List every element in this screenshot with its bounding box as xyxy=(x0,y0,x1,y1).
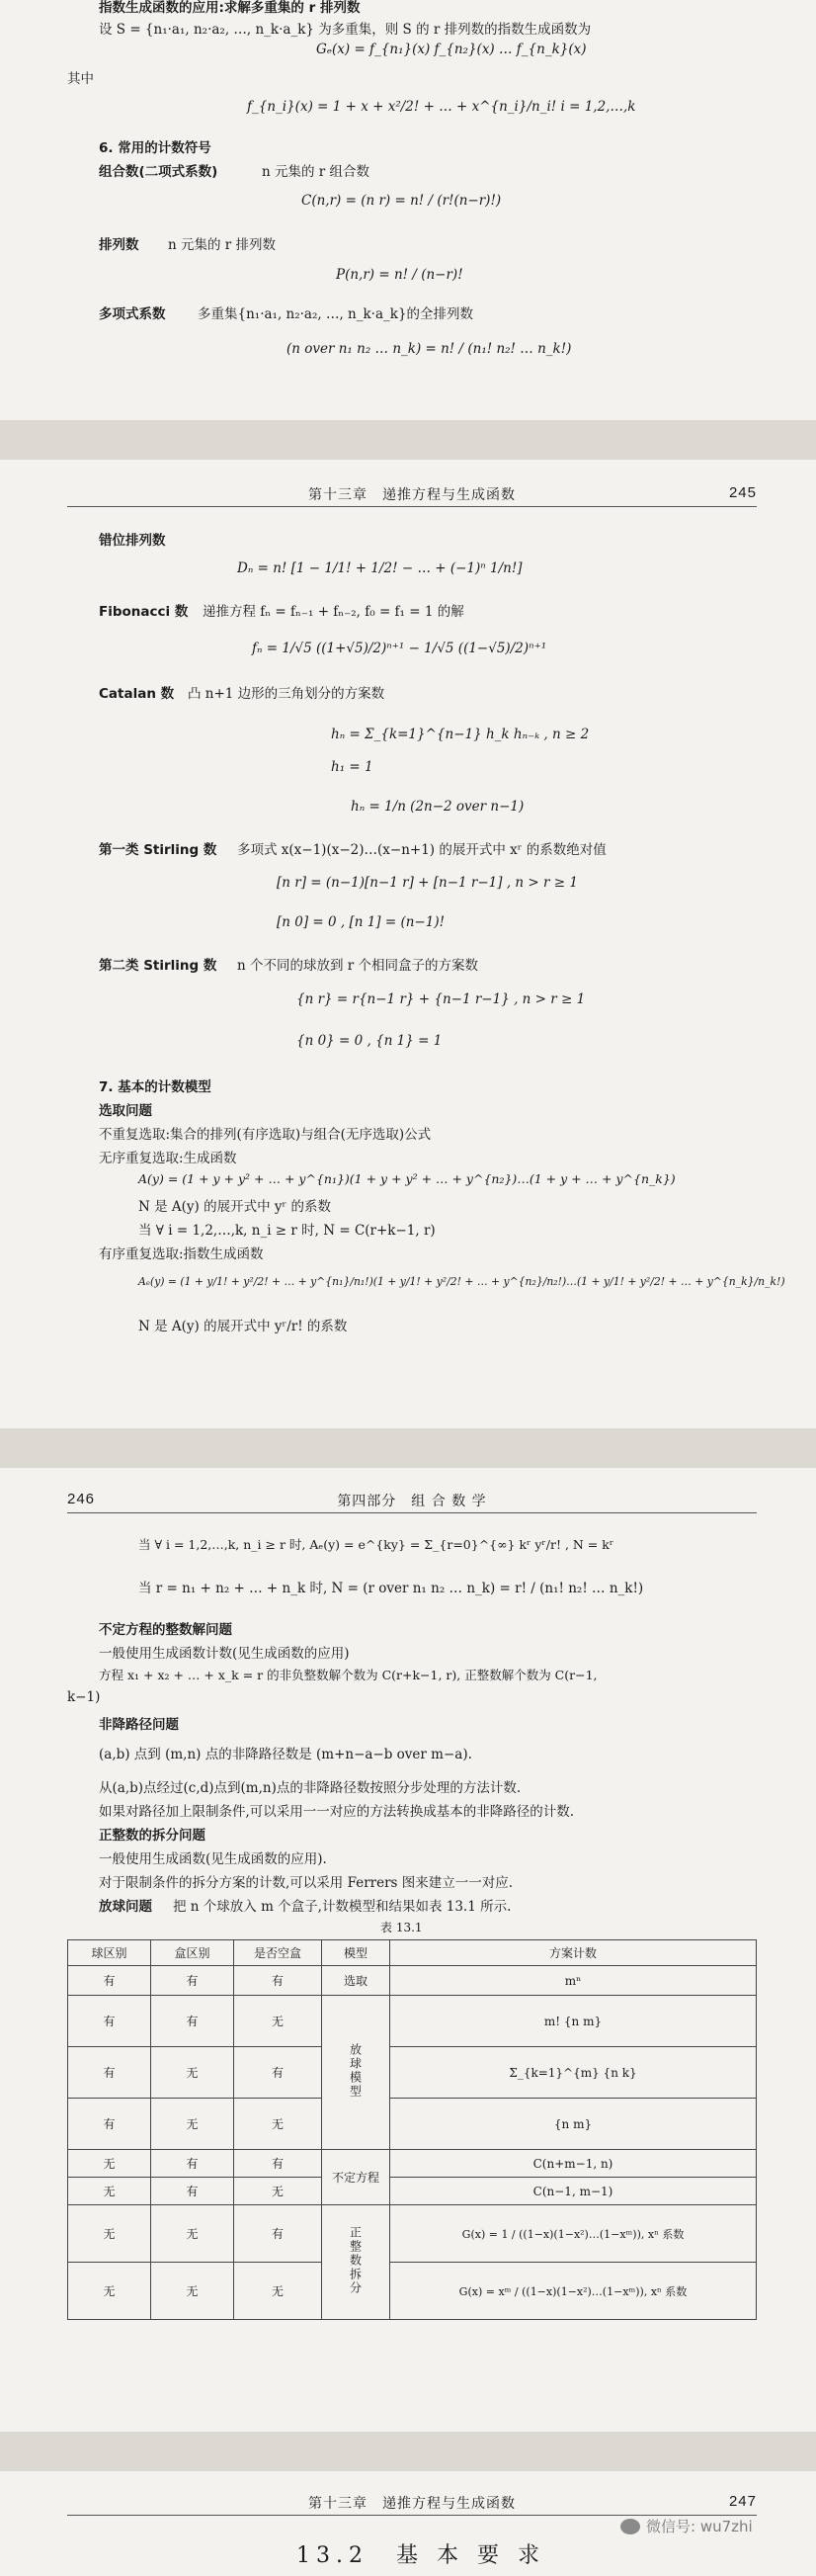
table-cell: 无 xyxy=(234,2178,322,2205)
stirling2-formula-1: {n r} = r{n−1 r} + {n−1 r−1} , n > r ≥ 1 xyxy=(296,991,586,1007)
table-cell: G(x) = xᵐ / ((1−x)(1−x²)…(1−xᵐ)), xⁿ 系数 xyxy=(390,2263,757,2320)
catalan-label: Catalan 数 xyxy=(99,686,175,702)
running-head-247 xyxy=(67,2493,757,2513)
model-cell-indet xyxy=(322,2150,390,2205)
catalan-desc: 凸 n+1 边形的三角划分的方案数 xyxy=(188,686,385,702)
catalan-formula-2: h₁ = 1 xyxy=(331,759,373,775)
table-row xyxy=(68,2263,757,2320)
table-cell: C(n−1, m−1) xyxy=(390,2178,757,2205)
table-row xyxy=(68,2150,757,2178)
ge-formula: Gₑ(x) = f_{n₁}(x) f_{n₂}(x) … f_{n_k}(x) xyxy=(316,42,587,57)
selection-heading: 选取问题 xyxy=(99,1103,152,1119)
wechat-icon xyxy=(620,2519,640,2534)
table-cell: 无 xyxy=(234,2099,322,2150)
table-cell: 无 xyxy=(68,2263,151,2320)
page-gap xyxy=(0,1428,816,1468)
table-cell: 有 xyxy=(234,1966,322,1996)
table-cell: 有 xyxy=(234,2205,322,2263)
stirling1-formula-2: [n 0] = 0 , [n 1] = (n−1)! xyxy=(277,914,446,930)
model-cell-partition xyxy=(322,2205,390,2320)
table-cell: G(x) = 1 / ((1−x)(1−x²)…(1−xᵐ)), xⁿ 系数 xyxy=(390,2205,757,2263)
table-cell: 无 xyxy=(68,2150,151,2178)
table-header-row xyxy=(68,1940,757,1966)
model-label: 不定方程 xyxy=(331,2171,379,2185)
multi-label: 多项式系数 xyxy=(99,306,166,322)
aey-formula: Aₑ(y) = (1 + y/1! + y²/2! + … + y^{n₁}/n₁!)(1 + y/1! + y²/2! + … + y^{n₂}/n₂!)…(1 + y/1! + y²/2! + … + y^{n_k}/n_k!) xyxy=(138,1275,785,1288)
header-rule xyxy=(67,1512,757,1513)
table-cell: 无 xyxy=(151,2047,234,2099)
header-cell: 模型 xyxy=(322,1940,390,1966)
header-cell: 盒区别 xyxy=(151,1940,234,1966)
ball-desc: 把 n 个球放入 m 个盒子,计数模型和结果如表 13.1 所示. xyxy=(173,1899,512,1915)
page-gap xyxy=(0,2432,816,2471)
n-coef-text: N 是 A(y) 的展开式中 yʳ 的系数 xyxy=(138,1199,331,1215)
perm-desc: n 元集的 r 排列数 xyxy=(168,237,277,253)
l1-text: 当 ∀ i = 1,2,…,k, n_i ≥ r 时, Aₑ(y) = e^{ky} = Σ_{r=0}^{∞} kʳ yʳ/r! , N = kʳ xyxy=(138,1537,614,1552)
table-cell: Σ_{k=1}^{m} {n k} xyxy=(390,2047,757,2099)
fib-formula: fₙ = 1/√5 ((1+√5)/2)ⁿ⁺¹ − 1/√5 ((1−√5)/2)ⁿ⁺¹ xyxy=(252,641,547,656)
perm-formula: P(n,r) = n! / (n−r)! xyxy=(336,267,463,283)
table-cell: 有 xyxy=(151,2178,234,2205)
indet3-text: k−1) xyxy=(67,1689,101,1705)
table-cell: 无 xyxy=(234,2263,322,2320)
header-rule xyxy=(67,506,757,507)
running-head-title: 第十三章 递推方程与生成函数 xyxy=(308,487,516,503)
stirling1-formula-1: [n r] = (n−1)[n−1 r] + [n−1 r−1] , n > r ≥ 1 xyxy=(277,875,578,891)
part2-text: 对于限制条件的拆分方案的计数,可以采用 Ferrers 图来建立一一对应. xyxy=(99,1875,514,1891)
table-row xyxy=(68,2047,757,2099)
stirling1-label: 第一类 Stirling 数 xyxy=(99,842,217,858)
stirling2-label: 第二类 Stirling 数 xyxy=(99,958,217,974)
model-cell-select xyxy=(322,1966,390,1996)
n-coef2-text: N 是 A(y) 的展开式中 yʳ/r! 的系数 xyxy=(138,1319,348,1334)
running-head-245 xyxy=(67,484,757,504)
ordrep-text: 有序重复选取:指数生成函数 xyxy=(99,1246,264,1262)
wechat-watermark xyxy=(620,2516,753,2536)
derange-formula: Dₙ = n! [1 − 1/1! + 1/2! − … + (−1)ⁿ 1/n!] xyxy=(237,560,523,576)
section-6-heading: 6. 常用的计数符号 xyxy=(99,140,211,156)
table-row xyxy=(68,2178,757,2205)
norep2-text: 无序重复选取:生成函数 xyxy=(99,1151,237,1166)
table-cell: 有 xyxy=(68,1966,151,1996)
indet1-text: 一般使用生成函数计数(见生成函数的应用) xyxy=(99,1646,350,1662)
table-cell: 无 xyxy=(151,2099,234,2150)
model-label: 放球模型 xyxy=(348,2043,363,2099)
ay-formula: A(y) = (1 + y + y² + … + y^{n₁})(1 + y + y² + … + y^{n₂})…(1 + y + … + y^{n_k}) xyxy=(138,1171,676,1186)
table-cell: {n m} xyxy=(390,2099,757,2150)
table-cell: 无 xyxy=(151,2205,234,2263)
table-cell: 无 xyxy=(68,2178,151,2205)
derange-label: 错位排列数 xyxy=(99,533,166,549)
catalan-formula-1: hₙ = Σ_{k=1}^{n−1} h_k hₙ₋ₖ , n ≥ 2 xyxy=(331,727,590,742)
model-label: 选取 xyxy=(343,1974,367,1988)
table-cell: 有 xyxy=(151,2150,234,2178)
stirling1-desc: 多项式 x(x−1)(x−2)…(x−n+1) 的展开式中 xʳ 的系数绝对值 xyxy=(237,842,607,858)
section-7-heading: 7. 基本的计数模型 xyxy=(99,1079,211,1095)
table-row xyxy=(68,1996,757,2047)
multi-desc: 多重集{n₁·a₁, n₂·a₂, …, n_k·a_k}的全排列数 xyxy=(198,306,474,322)
table-caption: 表 13.1 xyxy=(380,1921,423,1934)
page-number: 245 xyxy=(728,484,757,501)
path2-text: 从(a,b)点经过(c,d)点到(m,n)点的非降路径数按照分步处理的方法计数. xyxy=(99,1780,522,1796)
stirling2-desc: n 个不同的球放到 r 个相同盒子的方案数 xyxy=(237,958,479,974)
comb-formula: C(n,r) = (n r) = n! / (r!(n−r)!) xyxy=(301,193,502,209)
table-row xyxy=(68,2099,757,2150)
indet2-text: 方程 x₁ + x₂ + … + x_k = r 的非负整数解个数为 C(r+k−1, r), 正整数解个数为 C(r−1, xyxy=(99,1668,598,1682)
fib-desc: 递推方程 fₙ = fₙ₋₁ + fₙ₋₂, f₀ = f₁ = 1 的解 xyxy=(203,604,464,620)
table-cell: 有 xyxy=(234,2047,322,2099)
when-text: 当 ∀ i = 1,2,…,k, n_i ≥ r 时, N = C(r+k−1, r) xyxy=(138,1223,436,1239)
comb-label: 组合数(二项式系数) xyxy=(99,164,218,180)
header-cell: 是否空盒 xyxy=(234,1940,322,1966)
l2-text: 当 r = n₁ + n₂ + … + n_k 时, N = (r over n₁ n₂ … n_k) = r! / (n₁! n₂! … n_k!) xyxy=(138,1581,644,1596)
ball-table xyxy=(67,1939,757,2320)
table-cell: C(n+m−1, n) xyxy=(390,2150,757,2178)
norep-text: 不重复选取:集合的排列(有序选取)与组合(无序选取)公式 xyxy=(99,1127,432,1143)
multi-formula: (n over n₁ n₂ … n_k) = n! / (n₁! n₂! … n_k!) xyxy=(286,341,572,357)
table-cell: 有 xyxy=(68,2099,151,2150)
table-cell: 无 xyxy=(68,2205,151,2263)
model-cell-ball xyxy=(322,1996,390,2150)
where-text: 其中 xyxy=(67,71,94,87)
page-number: 246 xyxy=(67,1491,96,1507)
path-heading: 非降路径问题 xyxy=(99,1717,179,1733)
part1-text: 一般使用生成函数(见生成函数的应用). xyxy=(99,1851,327,1867)
table-row xyxy=(68,1966,757,1996)
catalan-formula-3: hₙ = 1/n (2n−2 over n−1) xyxy=(351,799,525,815)
path3-text: 如果对路径加上限制条件,可以采用一一对应的方法转换成基本的非降路径的计数. xyxy=(99,1804,575,1820)
stirling2-formula-2: {n 0} = 0 , {n 1} = 1 xyxy=(296,1033,443,1049)
fn-formula: f_{n_i}(x) = 1 + x + x²/2! + … + x^{n_i}/n_i! i = 1,2,…,k xyxy=(247,99,636,115)
table-cell: 有 xyxy=(151,1996,234,2047)
page-fragment-top xyxy=(0,0,816,420)
header-cell: 球区别 xyxy=(68,1940,151,1966)
comb-desc: n 元集的 r 组合数 xyxy=(262,164,370,180)
fib-label: Fibonacci 数 xyxy=(99,604,189,620)
intro-text: 设 S = {n₁·a₁, n₂·a₂, …, n_k·a_k} 为多重集，则 S 的 r 排列数的指数生成函数为 xyxy=(99,22,592,38)
page-gap xyxy=(0,420,816,460)
table-cell: 无 xyxy=(234,1996,322,2047)
cut-heading: 指数生成函数的应用:求解多重集的 r 排列数 xyxy=(99,0,361,16)
path1-text: (a,b) 点到 (m,n) 点的非降路径数是 (m+n−a−b over m−a). xyxy=(99,1747,472,1762)
indet-heading: 不定方程的整数解问题 xyxy=(99,1622,232,1638)
table-cell: 有 xyxy=(151,1966,234,1996)
table-cell: 有 xyxy=(234,2150,322,2178)
model-label: 正整数拆分 xyxy=(348,2226,363,2295)
perm-label: 排列数 xyxy=(99,237,139,253)
table-cell: 有 xyxy=(68,1996,151,2047)
running-head-246 xyxy=(67,1491,757,1510)
ball-label: 放球问题 xyxy=(99,1899,152,1915)
table-cell: 有 xyxy=(68,2047,151,2099)
running-head-title: 第四部分 组 合 数 学 xyxy=(337,1494,487,1509)
section-13-2-heading: 13.2 基 本 要 求 xyxy=(296,2543,545,2568)
table-row xyxy=(68,2205,757,2263)
table-cell: mⁿ xyxy=(390,1966,757,1996)
partition-heading: 正整数的拆分问题 xyxy=(99,1828,205,1844)
page-number: 247 xyxy=(728,2493,757,2510)
table-cell: m! {n m} xyxy=(390,1996,757,2047)
running-head-title: 第十三章 递推方程与生成函数 xyxy=(308,2496,516,2512)
header-cell: 方案计数 xyxy=(390,1940,757,1966)
watermark-text: 微信号: wu7zhi xyxy=(646,2518,753,2535)
table-cell: 无 xyxy=(151,2263,234,2320)
